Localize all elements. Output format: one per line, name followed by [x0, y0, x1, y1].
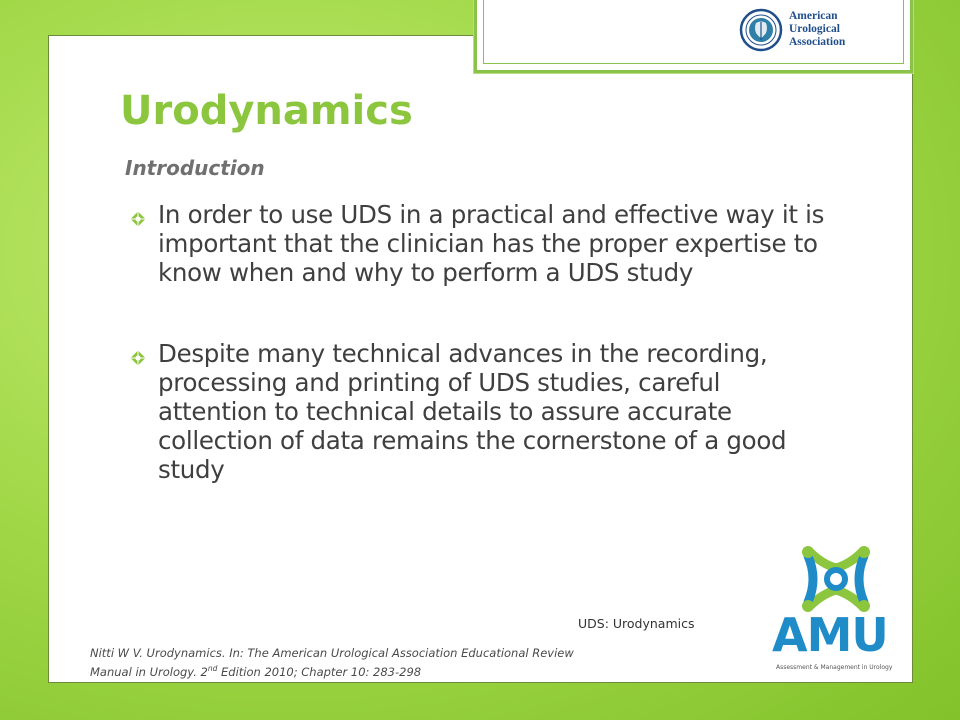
bullet-item: [128, 200, 828, 287]
diamond-petal-icon: [130, 211, 146, 227]
slide-title: Urodynamics: [120, 88, 413, 134]
amu-molecule-icon: [796, 540, 876, 618]
diamond-petal-icon: [130, 350, 146, 366]
bullet-list: [128, 200, 828, 484]
aua-logo-line2: Urological: [789, 23, 840, 35]
bullet-item: [128, 339, 828, 484]
aua-logo-text: [789, 10, 899, 49]
citation-line2-prefix: Manual in Urology. 2: [90, 664, 208, 679]
citation-superscript: nd: [207, 664, 218, 673]
aua-logo-line1: American: [789, 10, 838, 22]
amu-logo: [762, 540, 912, 680]
slide-subtitle: Introduction: [125, 156, 265, 180]
amu-logo-tagline: Assessment & Management in Urology: [776, 664, 893, 671]
aua-seal-icon: [739, 8, 783, 52]
citation-line2-suffix: Edition 2010; Chapter 10: 283-298: [217, 664, 422, 679]
aua-logo-line3: Association: [789, 36, 846, 48]
amu-logo-letters: AMU: [772, 608, 888, 662]
bullet-text: In order to use UDS in a practical and effective way it is important that the clinician has the proper expertise to know when and why to perform a UDS study: [158, 200, 825, 287]
bullet-text: Despite many technical advances in the recording, processing and printing of UDS studies, careful attention to technical details to assure accurate collection of data remains the cornerstone of a good study: [158, 339, 787, 484]
citation-line1: Nitti W V. Urodynamics. In: The American Urological Association Educational Review: [90, 646, 574, 660]
abbreviation-note: UDS: Urodynamics: [578, 616, 695, 631]
aua-logo: [739, 6, 899, 54]
citation: [90, 646, 740, 680]
